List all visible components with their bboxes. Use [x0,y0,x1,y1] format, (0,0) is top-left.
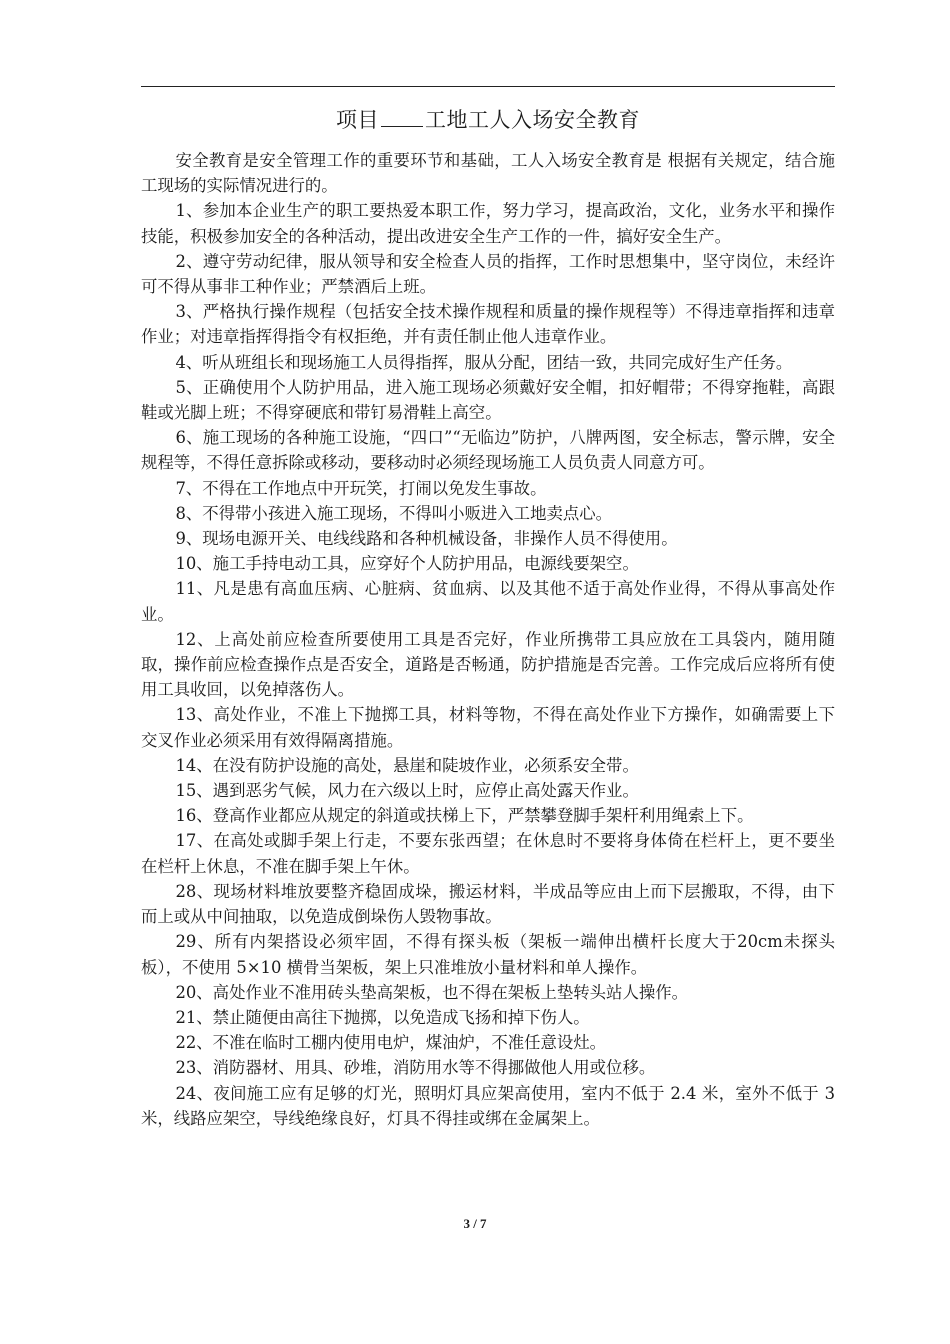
title-prefix: 项目 [336,108,379,132]
rule-item: 4、听从班组长和现场施工人员得指挥，服从分配，团结一致，共同完成好生产任务。 [175,352,793,372]
rule-item: 24、夜间施工应有足够的灯光，照明灯具应架高使用，室内不低于 2.4 米，室外不低于 3 米，线路应架空，导线绝缘良好，灯具不得挂或绑在金属架上。 [141,1083,835,1128]
rule-item: 21、禁止随便由高往下抛掷，以免造成飞扬和掉下伤人。 [175,1007,590,1027]
rule-item: 6、施工现场的各种施工设施，“四口”“无临边”防护，八牌两图，安全标志，警示牌，安全规程等，不得任意拆除或移动，要移动时必须经现场施工人员负责人同意方可。 [141,428,835,473]
page-number: 3 / 7 [463,1216,487,1231]
rule-item: 15、遇到恶劣气候，风力在六级以上时，应停止高处露天作业。 [175,781,639,801]
rule-item: 20、高处作业不准用砖头垫高架板，也不得在架板上垫转头站人操作。 [175,982,689,1002]
rule-item: 3、严格执行操作规程（包括安全技术操作规程和质量的操作规程等）不得违章指挥和违章作业；对违章指挥得指令有权拒绝，并有责任制止他人违章作业。 [141,302,835,347]
rule-item: 9、现场电源开关、电线线路和各种机械设备，非操作人员不得使用。 [175,529,678,549]
title-main: 工地工人入场安全教育 [425,108,640,132]
rule-item: 7、不得在工作地点中开玩笑，打闹以免发生事故。 [175,478,547,498]
rule-item: 22、不准在临时工棚内使用电炉，煤油炉，不准任意设灶。 [175,1033,607,1053]
rule-item: 16、登高作业都应从规定的斜道或扶梯上下，严禁攀登脚手架杆利用绳索上下。 [175,806,754,826]
rule-item: 5、正确使用个人防护用品，进入施工现场必须戴好安全帽，扣好帽带；不得穿拖鞋，高跟鞋或光脚上班；不得穿硬底和带钉易滑鞋上高空。 [141,377,835,423]
rule-item: 14、在没有防护设施的高处，悬崖和陡坡作业，必须系安全带。 [175,755,639,775]
rule-item: 10、施工手持电动工具，应穿好个人防护用品，电源线要架空。 [175,554,639,574]
rule-item: 1、参加本企业生产的职工要热爱本职工作，努力学习，提高政治，文化，业务水平和操作技能，积极参加安全的各种活动，提出改进安全生产工作的一件，搞好安全生产。 [141,201,835,246]
document-body [141,148,835,1131]
title-blank-underline [381,104,423,127]
rule-item: 12、上高处前应检查所要使用工具是否完好，作业所携带工具应放在工具袋内，随用随取，操作前应检查操作点是否安全，道路是否畅通，防护措施是否完善。工作完成后应将所有使用工具收回，以免掉落伤人。 [141,629,835,700]
rule-item: 11、凡是患有高血压病、心脏病、贫血病、以及其他不适于高处作业得，不得从事高处作业。 [141,579,835,624]
rule-item: 23、消防器材、用具、砂堆，消防用水等不得挪做他人用或位移。 [175,1058,656,1078]
rule-item: 29、所有内架搭设必须牢固，不得有探头板（架板一端伸出横杆长度大于20cm未探头板），不使用 5×10 横骨当架板，架上只准堆放小量材料和单人操作。 [141,932,835,977]
rule-item: 2、遵守劳动纪律，服从领导和安全检查人员的指挥，工作时思想集中，坚守岗位，未经许可不得从事非工种作业；严禁酒后上班。 [141,251,835,297]
rule-item: 8、不得带小孩进入施工现场，不得叫小贩进入工地卖点心。 [175,503,613,523]
document-title [141,104,835,135]
header-rule [141,86,835,87]
rule-item: 17、在高处或脚手架上行走，不要东张西望；在休息时不要将身体倚在栏杆上，更不要坐在栏杆上休息，不准在脚手架上午休。 [141,831,835,876]
rule-item: 28、现场材料堆放要整齐稳固成垛，搬运材料，半成品等应由上而下层搬取，不得，由下而上或从中间抽取，以免造成倒垛伤人毁物事故。 [141,881,835,927]
rule-item: 13、高处作业，不准上下抛掷工具，材料等物，不得在高处作业下方操作，如确需要上下交叉作业必须采用有效得隔离措施。 [141,705,835,750]
intro-paragraph: 安全教育是安全管理工作的重要环节和基础，工人入场安全教育是 根据有关规定，结合施工现场的实际情况进行的。 [141,151,835,196]
